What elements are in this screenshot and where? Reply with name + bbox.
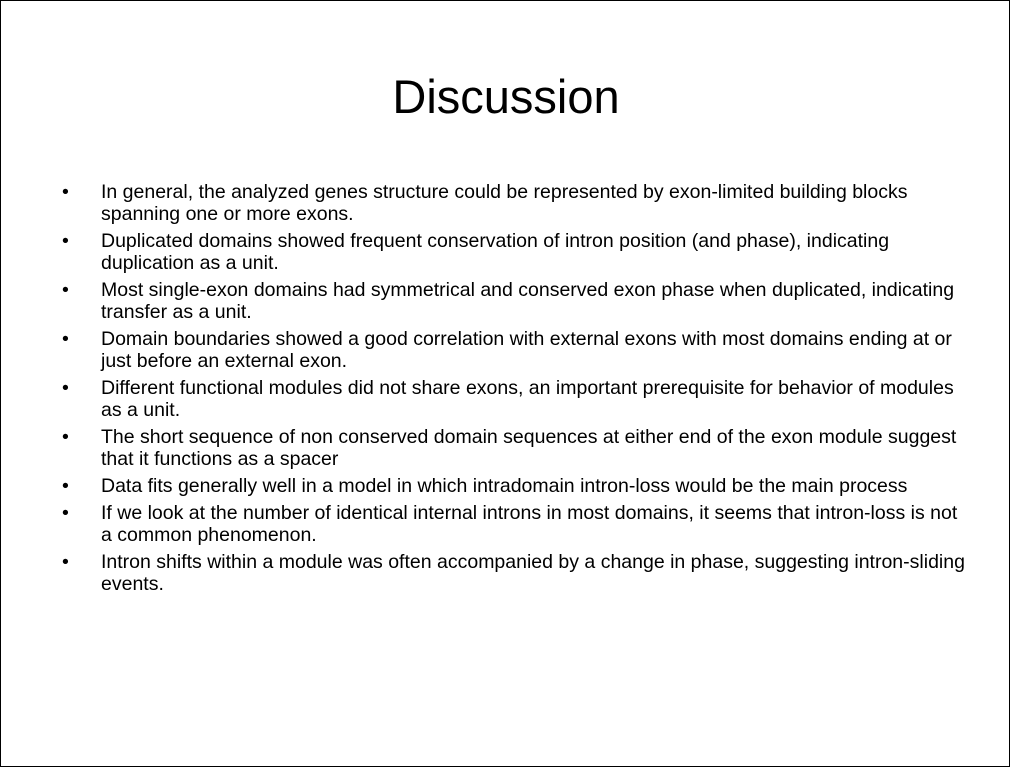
bullet-item xyxy=(1,279,981,323)
bullet-text: If we look at the number of identical internal introns in most domains, it seems that intron-loss is not a common phenomenon. xyxy=(101,502,958,546)
slide-title: Discussion xyxy=(392,70,620,123)
bullet-text: The short sequence of non conserved domain sequences at either end of the exon module suggest that it functions as a spacer xyxy=(101,426,957,470)
bullet-dot: • xyxy=(62,279,69,301)
bullet-text: Different functional modules did not share exons, an important prerequisite for behavior of modules as a unit. xyxy=(101,377,954,421)
bullet-item xyxy=(1,502,981,546)
bullet-item xyxy=(1,328,981,372)
bullet-list xyxy=(1,181,981,600)
bullet-dot: • xyxy=(62,551,69,573)
bullet-text: Intron shifts within a module was often accompanied by a change in phase, suggesting intron-sliding events. xyxy=(101,551,965,595)
bullet-text: Data fits generally well in a model in which intradomain intron-loss would be the main process xyxy=(101,475,908,497)
bullet-item xyxy=(1,230,981,274)
bullet-dot: • xyxy=(62,328,69,350)
bullet-text: In general, the analyzed genes structure could be represented by exon-limited building blocks spanning one or more exons. xyxy=(101,181,908,225)
bullet-item xyxy=(1,475,981,497)
bullet-item xyxy=(1,181,981,225)
bullet-dot: • xyxy=(62,230,69,252)
bullet-text: Duplicated domains showed frequent conservation of intron position (and phase), indicating duplication as a unit. xyxy=(101,230,890,274)
bullet-item xyxy=(1,426,981,470)
bullet-item xyxy=(1,377,981,421)
bullet-dot: • xyxy=(62,377,69,399)
bullet-dot: • xyxy=(62,181,69,203)
bullet-dot: • xyxy=(62,426,69,448)
bullet-text: Domain boundaries showed a good correlation with external exons with most domains ending at or just before an external exon. xyxy=(101,328,952,372)
bullet-dot: • xyxy=(62,502,69,524)
bullet-dot: • xyxy=(62,475,69,497)
bullet-item xyxy=(1,551,981,595)
bullet-text: Most single-exon domains had symmetrical and conserved exon phase when duplicated, indicating transfer as a unit. xyxy=(101,279,955,323)
